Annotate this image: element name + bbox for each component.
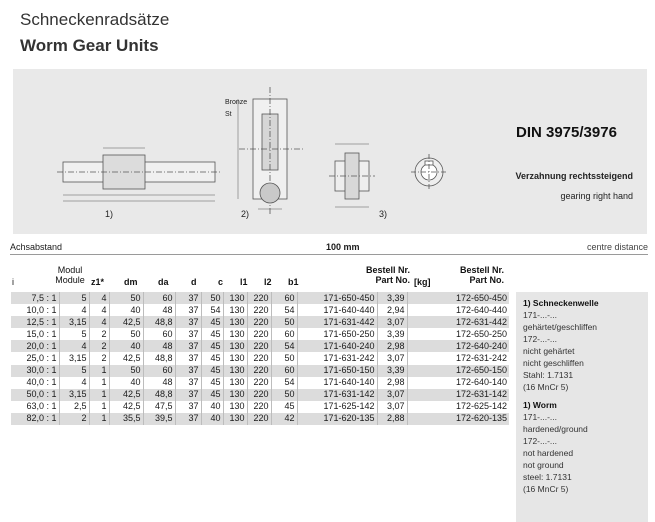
table-cell-b1: 50: [271, 316, 297, 328]
table-row: [11, 340, 509, 352]
table-cell-dm: 50: [109, 365, 143, 377]
table-cell-kg: 3,07: [377, 401, 407, 413]
table-cell-dm: 42,5: [109, 401, 143, 413]
table-cell-da: 48: [143, 304, 175, 316]
table-row: [11, 304, 509, 316]
table-cell-p1: 171-625-142: [297, 401, 377, 413]
table-cell-da: 48,8: [143, 352, 175, 364]
table-cell-p1: 171-631-442: [297, 316, 377, 328]
table-cell-i: 15,0 : 1: [26, 328, 57, 339]
table-cell-dm: 40: [109, 304, 143, 316]
table-cell-p1: 171-631-242: [297, 352, 377, 364]
gearing-note-german: Verzahnung rechtssteigend: [515, 171, 633, 181]
table-cell-m: 5: [59, 328, 89, 340]
table-cell-d: 37: [175, 340, 201, 352]
table-cell-p2: 172-640-440: [407, 304, 509, 316]
note-line: (16 MnCr 5): [523, 382, 569, 392]
table-cell-kg: 3,39: [377, 292, 407, 304]
table-row: [11, 413, 509, 425]
figure-label-3: 3): [379, 209, 388, 219]
table-cell-l2: 220: [247, 340, 271, 352]
table-cell-i: 40,0 : 1: [26, 377, 57, 388]
table-cell-d: 37: [175, 413, 201, 425]
table-cell-z1: 1: [89, 389, 109, 401]
table-row: [11, 377, 509, 389]
table-cell-da: 48: [143, 377, 175, 389]
table-row: [11, 328, 509, 340]
table-cell-m: 4: [59, 304, 89, 316]
col-dm: dm: [124, 277, 138, 287]
notes-heading-english: 1) Worm: [523, 400, 557, 410]
centre-distance-value: 100 mm: [326, 242, 360, 252]
table-cell-d: 37: [175, 316, 201, 328]
table-cell-dm: 50: [109, 328, 143, 340]
table-cell-d: 37: [175, 377, 201, 389]
table-cell-i: 20,0 : 1: [26, 340, 57, 351]
table-cell-c: 45: [201, 377, 223, 389]
bore-front-drawing: [411, 154, 447, 190]
table-cell-p2: 172-650-150: [407, 365, 509, 377]
table-cell-z1: 4: [89, 292, 109, 304]
table-cell-p1: 171-650-150: [297, 365, 377, 377]
worm-wheel-drawing: [238, 87, 303, 215]
table-cell-p2: 172-640-140: [407, 377, 509, 389]
table-row: [11, 401, 509, 413]
table-cell-l1: 130: [223, 328, 247, 340]
table-cell-kg: 3,39: [377, 365, 407, 377]
table-cell-p2: 172-631-442: [407, 316, 509, 328]
table-cell-c: 45: [201, 316, 223, 328]
table-cell-kg: 3,39: [377, 328, 407, 340]
table-cell-b1: 42: [271, 413, 297, 425]
note-line: 172-...-...: [523, 334, 558, 344]
col-part-number-1-german: Bestell Nr.: [365, 265, 410, 275]
table-cell-b1: 45: [271, 401, 297, 413]
table-cell-dm: 42,5: [109, 389, 143, 401]
table-cell-b1: 60: [271, 365, 297, 377]
col-part-number-2-english: Part No.: [469, 275, 504, 285]
table-cell-z1: 4: [89, 304, 109, 316]
table-cell-l2: 220: [247, 292, 271, 304]
table-cell-b1: 60: [271, 292, 297, 304]
table-cell-m: 3,15: [59, 316, 89, 328]
table-cell-z1: 1: [89, 401, 109, 413]
table-cell-l2: 220: [247, 328, 271, 340]
table-cell-l1: 130: [223, 401, 247, 413]
table-cell-l1: 130: [223, 304, 247, 316]
table-cell-kg: 3,07: [377, 316, 407, 328]
table-cell-m: 4: [59, 340, 89, 352]
table-cell-p2: 172-640-240: [407, 340, 509, 352]
table-cell-m: 2,5: [59, 401, 89, 413]
table-cell-kg: 2,98: [377, 340, 407, 352]
table-cell-p1: 171-640-140: [297, 377, 377, 389]
table-row: [11, 389, 509, 401]
col-l1: l1: [240, 277, 248, 287]
table-cell-i: 25,0 : 1: [26, 353, 57, 364]
table-cell-z1: 4: [89, 316, 109, 328]
table-cell-m: 3,15: [59, 352, 89, 364]
table-cell-da: 48: [143, 340, 175, 352]
hub-side-drawing: [329, 144, 375, 207]
note-line: gehärtet/geschliffen: [523, 322, 598, 332]
table-cell-l2: 220: [247, 377, 271, 389]
note-line: steel: 1.7131: [523, 472, 572, 482]
table-cell-i: 63,0 : 1: [26, 401, 57, 412]
table-cell-da: 60: [143, 292, 175, 304]
table-cell-c: 50: [201, 292, 223, 304]
table-cell-d: 37: [175, 401, 201, 413]
table-row: [11, 365, 509, 377]
table-cell-kg: 2,98: [377, 377, 407, 389]
table-cell-l1: 130: [223, 340, 247, 352]
table-cell-l1: 130: [223, 292, 247, 304]
table-cell-p1: 171-631-142: [297, 389, 377, 401]
table-cell-c: 45: [201, 389, 223, 401]
table-cell-p2: 172-631-242: [407, 352, 509, 364]
table-cell-p1: 171-650-450: [297, 292, 377, 304]
table-cell-l1: 130: [223, 377, 247, 389]
table-cell-p2: 172-631-142: [407, 389, 509, 401]
table-row: [11, 352, 509, 364]
note-line: not ground: [523, 460, 564, 470]
table-cell-dm: 40: [109, 340, 143, 352]
table-cell-i: 82,0 : 1: [26, 413, 57, 424]
table-cell-p1: 171-640-240: [297, 340, 377, 352]
gearing-note-english: gearing right hand: [560, 191, 633, 201]
note-line: Stahl: 1.7131: [523, 370, 574, 380]
table-cell-p1: 171-650-250: [297, 328, 377, 340]
steel-label: St: [225, 111, 232, 118]
col-part-number-1-english: Part No.: [375, 275, 410, 285]
table-cell-m: 5: [59, 365, 89, 377]
table-cell-c: 40: [201, 401, 223, 413]
table-cell-z1: 2: [89, 328, 109, 340]
col-weight: [kg]: [414, 277, 431, 287]
col-part-number-1: [350, 265, 410, 285]
centre-distance-label-english: centre distance: [586, 242, 648, 252]
page-title-english: Worm Gear Units: [20, 36, 159, 55]
col-b1: b1: [288, 277, 299, 287]
note-line: nicht gehärtet: [523, 346, 575, 356]
material-notes: [516, 292, 648, 522]
table-cell-l2: 220: [247, 413, 271, 425]
table-cell-l2: 220: [247, 389, 271, 401]
table-cell-i: 30,0 : 1: [26, 365, 57, 376]
table-cell-p1: 171-640-440: [297, 304, 377, 316]
table-cell-z1: 1: [89, 413, 109, 425]
note-line: hardened/ground: [523, 424, 588, 434]
table-cell-l2: 220: [247, 401, 271, 413]
table-cell-z1: 1: [89, 377, 109, 389]
centre-distance-row: [10, 240, 648, 255]
table-cell-l1: 130: [223, 413, 247, 425]
table-cell-z1: 2: [89, 352, 109, 364]
col-module: [50, 265, 90, 285]
col-i: i: [12, 277, 14, 287]
page-title-german: Schneckenradsätze: [20, 10, 170, 29]
table-cell-dm: 42,5: [109, 352, 143, 364]
table-cell-m: 3,15: [59, 389, 89, 401]
table-cell-kg: 2,94: [377, 304, 407, 316]
col-d: d: [191, 277, 197, 287]
table-cell-kg: 3,07: [377, 352, 407, 364]
table-row: [11, 316, 509, 328]
table-cell-d: 37: [175, 352, 201, 364]
bronze-label: Bronze: [225, 99, 248, 106]
note-line: 171-...-...: [523, 310, 558, 320]
table-cell-p2: 172-650-450: [407, 292, 509, 304]
table-cell-b1: 54: [271, 377, 297, 389]
table-cell-z1: 2: [89, 340, 109, 352]
table-cell-b1: 54: [271, 340, 297, 352]
figure-label-1: 1): [105, 209, 114, 219]
table-cell-l1: 130: [223, 352, 247, 364]
worm-shaft-drawing: [57, 148, 221, 201]
table-cell-l1: 130: [223, 389, 247, 401]
table-cell-da: 48,8: [143, 316, 175, 328]
table-cell-c: 54: [201, 304, 223, 316]
worm-gear-table: [11, 292, 509, 425]
table-cell-p1: 171-620-135: [297, 413, 377, 425]
technical-drawing-panel: [13, 69, 647, 234]
table-cell-i: 10,0 : 1: [26, 304, 57, 315]
table-cell-l2: 220: [247, 365, 271, 377]
table-cell-da: 60: [143, 365, 175, 377]
table-cell-c: 45: [201, 328, 223, 340]
table-cell-p2: 172-625-142: [407, 401, 509, 413]
table-cell-l1: 130: [223, 316, 247, 328]
table-cell-dm: 50: [109, 292, 143, 304]
notes-heading-german: 1) Schneckenwelle: [523, 298, 599, 308]
table-cell-d: 37: [175, 328, 201, 340]
table-cell-da: 60: [143, 328, 175, 340]
table-cell-p2: 172-620-135: [407, 413, 509, 425]
table-cell-l1: 130: [223, 365, 247, 377]
note-line: not hardened: [523, 448, 574, 458]
col-z1: z1*: [91, 277, 105, 287]
col-l2: l2: [264, 277, 272, 287]
table-cell-i: 7,5 : 1: [31, 292, 57, 303]
table-cell-da: 39,5: [143, 413, 175, 425]
din-standard: DIN 3975/3976: [516, 124, 617, 141]
table-cell-p2: 172-650-250: [407, 328, 509, 340]
col-da: da: [158, 277, 169, 287]
table-cell-d: 37: [175, 292, 201, 304]
table-cell-c: 40: [201, 413, 223, 425]
table-cell-dm: 35,5: [109, 413, 143, 425]
table-cell-b1: 60: [271, 328, 297, 340]
centre-distance-label-german: Achsabstand: [10, 242, 63, 252]
note-line: 172-...-...: [523, 436, 558, 446]
table-cell-m: 4: [59, 377, 89, 389]
note-line: (16 MnCr 5): [523, 484, 569, 494]
table-cell-c: 45: [201, 352, 223, 364]
table-cell-i: 12,5 : 1: [26, 316, 57, 327]
table-cell-c: 45: [201, 365, 223, 377]
table-cell-d: 37: [175, 365, 201, 377]
table-cell-l2: 220: [247, 352, 271, 364]
note-line: nicht geschliffen: [523, 358, 584, 368]
table-cell-m: 2: [59, 413, 89, 425]
table-cell-z1: 1: [89, 365, 109, 377]
col-part-number-2: [444, 265, 504, 285]
figure-label-2: 2): [241, 209, 250, 219]
table-cell-i: 50,0 : 1: [26, 389, 57, 400]
col-c: c: [218, 277, 224, 287]
table-cell-kg: 3,07: [377, 389, 407, 401]
col-part-number-2-german: Bestell Nr.: [459, 265, 504, 275]
table-cell-d: 37: [175, 304, 201, 316]
table-cell-kg: 2,88: [377, 413, 407, 425]
table-cell-da: 47,5: [143, 401, 175, 413]
note-line: 171-...-...: [523, 412, 558, 422]
table-cell-b1: 50: [271, 389, 297, 401]
table-cell-m: 5: [59, 292, 89, 304]
col-module-english: Module: [55, 275, 85, 285]
table-row: [11, 292, 509, 304]
col-module-german: Modul: [57, 265, 83, 275]
table-cell-d: 37: [175, 389, 201, 401]
table-cell-c: 45: [201, 340, 223, 352]
table-cell-da: 48,8: [143, 389, 175, 401]
table-cell-l2: 220: [247, 316, 271, 328]
table-cell-l2: 220: [247, 304, 271, 316]
table-cell-dm: 42,5: [109, 316, 143, 328]
table-cell-b1: 54: [271, 304, 297, 316]
table-cell-b1: 50: [271, 352, 297, 364]
table-cell-dm: 40: [109, 377, 143, 389]
